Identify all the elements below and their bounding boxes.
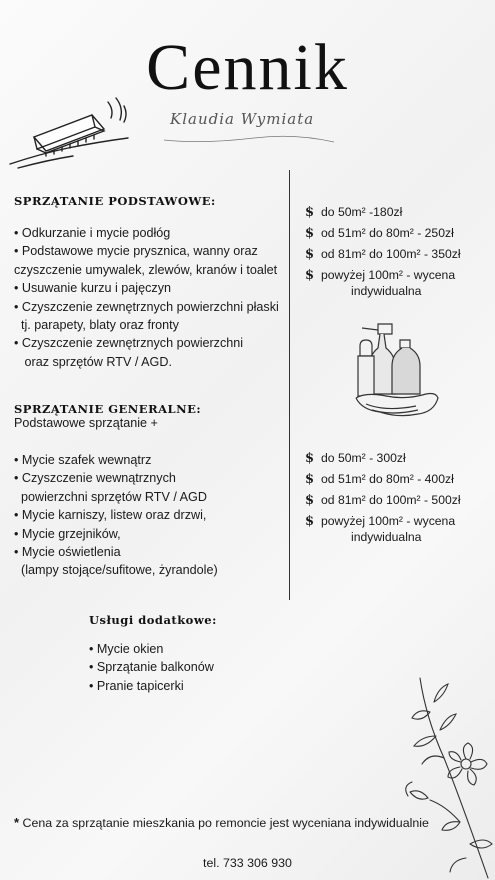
list-item: • Odkurzanie i mycie podłóg [14, 226, 171, 240]
list-item: • Pranie tapicerki [89, 678, 184, 693]
price-note: indywidualna [351, 284, 422, 298]
price-row: $ od 81m² do 100m² - 500zł [305, 490, 461, 511]
dollar-icon: $ [305, 226, 315, 241]
price-row: $ od 51m² do 80m² - 400zł [305, 469, 461, 490]
list-item: • Mycie okien [89, 642, 164, 656]
list-item: • Usuwanie kurzu i pajęczyn [14, 281, 172, 296]
list-item: • Mycie karniszy, listew oraz drzwi, [14, 508, 207, 523]
flower-branch-icon [400, 672, 495, 880]
list-item: • Mycie oświetlenia [14, 545, 121, 560]
column-divider [289, 170, 290, 600]
price-row: $ powyżej 100m² - wycena [305, 511, 461, 532]
extra-list [89, 640, 214, 695]
list-item: • Sprzątanie balkonów [89, 660, 214, 675]
cleaning-supplies-icon [352, 316, 442, 424]
price-note: indywidualna [351, 530, 422, 544]
signature-flourish [160, 118, 340, 148]
list-item: • Czyszczenie zewnętrznych powierzchni [14, 336, 244, 351]
dollar-icon: $ [305, 493, 315, 508]
list-item: • Czyszczenie zewnętrznych powierzchni płaski [14, 299, 279, 314]
footer-note [14, 815, 429, 830]
footer-note-text: Cena za sprzątanie mieszkania po remoncie jest wyceniana indywidualnie [22, 816, 429, 830]
general-intro: Podstawowe sprzątanie + [14, 416, 158, 430]
dollar-icon: $ [305, 451, 315, 466]
general-list [14, 451, 218, 580]
list-item: tj. parapety, blaty oraz fronty [14, 318, 179, 333]
extra-heading: Usługi dodatkowe: [89, 613, 217, 627]
list-item: oraz sprzętów RTV / AGD. [14, 354, 172, 369]
phone-number: tel. 733 306 930 [203, 856, 292, 870]
list-item: • Mycie grzejników, [14, 526, 121, 541]
basic-list [14, 224, 279, 371]
asterisk: * [14, 815, 20, 830]
list-item: • Podstawowe mycie prysznica, wanny oraz [14, 244, 258, 259]
list-item: • Czyszczenie wewnątrznych [14, 471, 176, 486]
general-heading: SPRZĄTANIE GENERALNE: [14, 402, 202, 416]
price-row: $ od 81m² do 100m² - 350zł [305, 244, 461, 265]
price-row: $ od 51m² do 80m² - 250zł [305, 223, 461, 244]
signature: Klaudia Wymiata [170, 110, 315, 128]
scrub-brush-icon [8, 92, 133, 170]
price-row: $ powyżej 100m² - wycena [305, 265, 461, 286]
list-item: czyszczenie umywalek, zlewów, kranów i toalet [14, 262, 278, 277]
list-item: (lampy stojące/sufitowe, żyrandole) [14, 563, 218, 578]
list-item: • Mycie szafek wewnątrz [14, 453, 152, 467]
basic-prices [305, 202, 461, 302]
dollar-icon: $ [305, 472, 315, 487]
basic-heading: SPRZĄTANIE PODSTAWOWE: [14, 194, 216, 208]
price-row: $ do 50m² - 300zł [305, 448, 461, 469]
dollar-icon: $ [305, 514, 315, 529]
price-row: $ do 50m² -180zł [305, 202, 461, 223]
dollar-icon: $ [305, 205, 315, 220]
general-prices [305, 448, 461, 548]
page-title: Cennik [146, 31, 349, 104]
list-item: powierzchni sprzętów RTV / AGD [14, 489, 207, 504]
dollar-icon: $ [305, 268, 315, 283]
dollar-icon: $ [305, 247, 315, 262]
